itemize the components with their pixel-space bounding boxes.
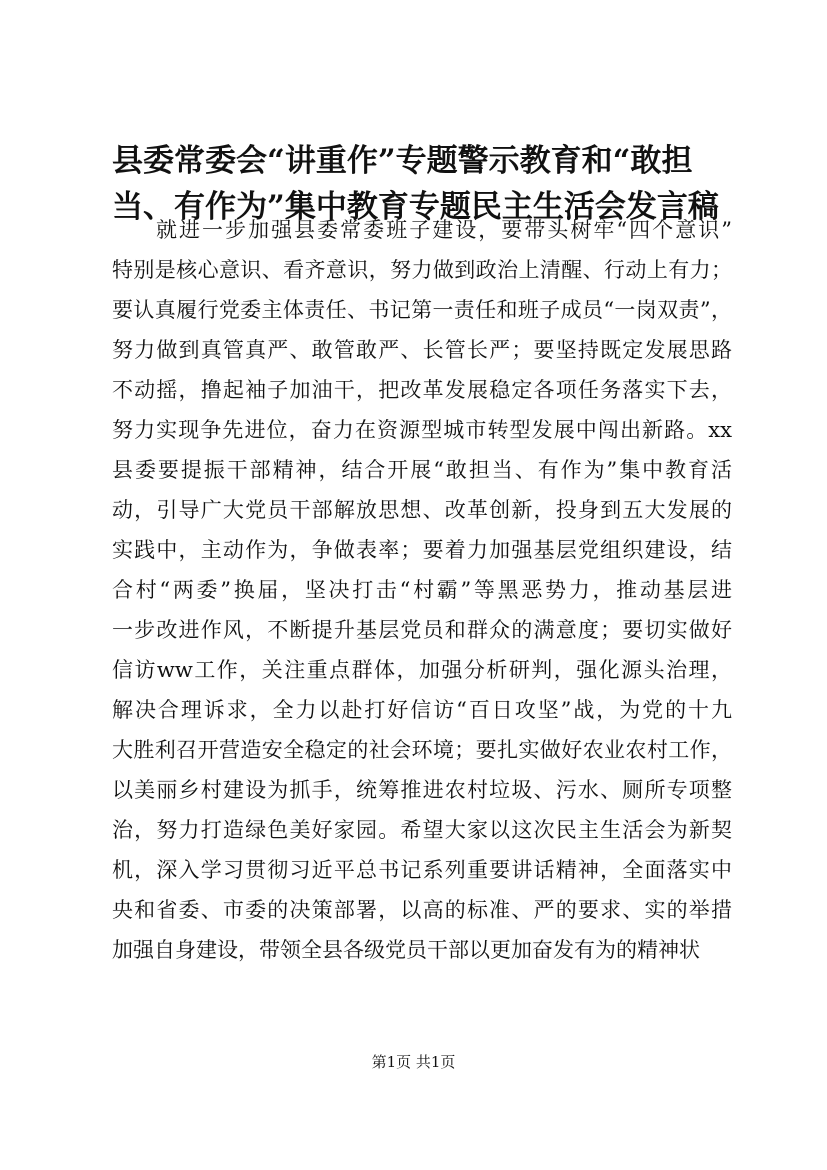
- body-line: 就进一步加强县委常委班子建设，要带头树牢“四个意识”: [156, 218, 732, 242]
- body-line: 努力实现争先进位，奋力在资源型城市转型发展中闯出新路。xx: [112, 418, 732, 442]
- body-line: 央和省委、市委的决策部署，以高的标准、严的要求、实的举措: [112, 898, 732, 922]
- body-line: 合村“两委”换届，坚决打击“村霸”等黑恶势力，推动基层进: [112, 578, 732, 602]
- body-line: 不动摇，撸起袖子加油干，把改革发展稳定各项任务落实下去，: [112, 378, 732, 402]
- body-line: 解决合理诉求，全力以赴打好信访“百日攻坚”战，为党的十九: [112, 698, 732, 722]
- body-line: 以美丽乡村建设为抓手，统筹推进农村垃圾、污水、厕所专项整: [112, 778, 732, 802]
- page-number-footer: 第1页 共1页: [371, 1053, 456, 1071]
- body-line: 信访ww工作，关注重点群体，加强分析研判，强化源头治理，: [112, 658, 732, 682]
- title-line: 当、有作为”集中教育专题民主生活会发言稿: [112, 189, 719, 225]
- body-line: 动，引导广大党员干部解放思想、改革创新，投身到五大发展的: [112, 498, 732, 522]
- body-line: 加强自身建设，带领全县各级党员干部以更加奋发有为的精神状: [112, 938, 700, 962]
- body-line: 特别是核心意识、看齐意识，努力做到政治上清醒、行动上有力；: [112, 258, 732, 282]
- body-line: 实践中，主动作为，争做表率；要着力加强基层党组织建设，结: [112, 538, 732, 562]
- body-line: 治，努力打造绿色美好家园。希望大家以这次民主生活会为新契: [112, 818, 732, 842]
- title-line: 县委常委会“讲重作”专题警示教育和“敢担: [112, 143, 693, 179]
- body-line: 努力做到真管真严、敢管敢严、长管长严；要坚持既定发展思路: [112, 338, 732, 362]
- document-body: [112, 210, 732, 970]
- body-line: 机，深入学习贯彻习近平总书记系列重要讲话精神，全面落实中: [112, 858, 732, 882]
- body-line: 大胜利召开营造安全稳定的社会环境；要扎实做好农业农村工作，: [112, 738, 732, 762]
- body-line: 县委要提振干部精神，结合开展“敢担当、有作为”集中教育活: [112, 458, 732, 482]
- body-line: 要认真履行党委主体责任、书记第一责任和班子成员“一岗双责”，: [112, 298, 732, 322]
- body-line: 一步改进作风，不断提升基层党员和群众的满意度；要切实做好: [112, 618, 732, 642]
